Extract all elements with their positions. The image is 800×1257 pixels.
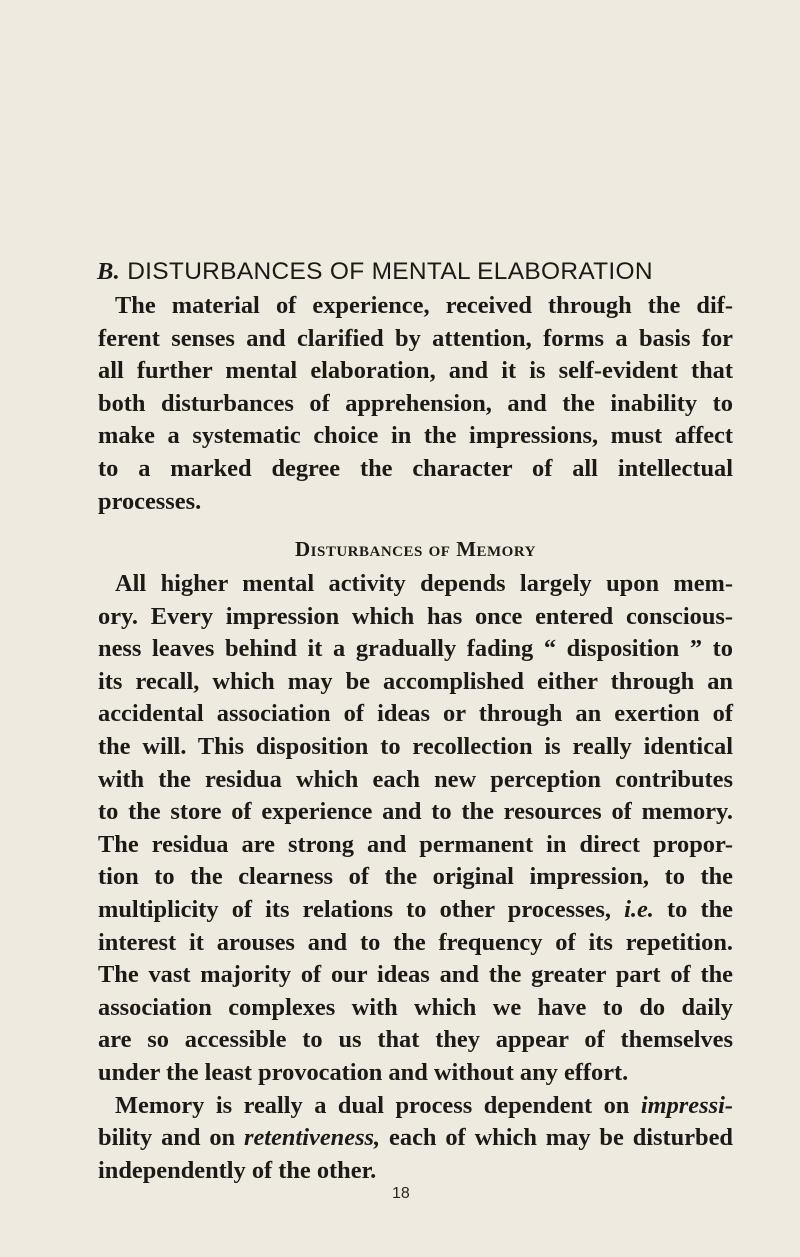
text-line: independently of the other. <box>98 1156 377 1184</box>
chapter-heading <box>97 258 737 286</box>
text-line: bility and on retentiveness, each of which may be disturbed <box>98 1124 733 1152</box>
text-line: tion to the clearness of the original impression, to the <box>98 863 733 891</box>
text-line: make a systematic choice in the impressions, must affect <box>98 422 733 450</box>
text-line: Memory is really a dual process dependent on impressi- <box>115 1091 733 1119</box>
text-line: all further mental elaboration, and it is self-evident that <box>98 357 733 385</box>
text-line: The vast majority of our ideas and the greater part of the <box>98 961 733 989</box>
text-line: ferent senses and clarified by attention, forms a basis for <box>98 324 733 352</box>
text-line: are so accessible to us that they appear of themselves <box>98 1026 733 1054</box>
print-mark <box>637 1190 640 1202</box>
text-line: multiplicity of its relations to other processes, i.e. to the <box>98 895 733 923</box>
text-line: with the residua which each new perception contributes <box>98 765 733 793</box>
text-line: interest it arouses and to the frequency of its repetition. <box>98 928 733 956</box>
text-line: association complexes with which we have to do daily <box>98 993 733 1021</box>
text-line: both disturbances of apprehension, and the inability to <box>98 389 733 417</box>
paragraph-intro <box>98 290 733 518</box>
text-line: The residua are strong and permanent in direct propor- <box>98 830 733 858</box>
text-line: processes. <box>98 487 202 515</box>
italic-term: i.e. <box>624 895 654 923</box>
text-line: ness leaves behind it a gradually fading “ disposition ” to <box>98 635 733 663</box>
chapter-title: DISTURBANCES OF MENTAL ELABORATION <box>127 258 653 285</box>
text-line: The material of experience, received through the dif- <box>115 292 733 319</box>
text-line: the will. This disposition to recollection is really identical <box>98 732 733 760</box>
page-number: 18 <box>392 1185 410 1202</box>
section-letter: B. <box>97 258 121 285</box>
text-line: to a marked degree the character of all intellectual <box>98 454 733 482</box>
text-line: accidental association of ideas or through an exertion of <box>98 700 733 728</box>
italic-term: retentiveness, <box>243 1124 381 1152</box>
subheading-memory: Disturbances of Memory <box>295 537 536 561</box>
paragraph-memory <box>98 568 733 1187</box>
italic-term: impressi- <box>640 1091 733 1119</box>
text-line: under the least provocation and without any effort. <box>98 1058 629 1086</box>
text-line: its recall, which may be accomplished either through an <box>98 667 733 695</box>
text-line: ory. Every impression which has once entered conscious- <box>98 602 733 630</box>
text-line: to the store of experience and to the resources of memory. <box>98 798 733 826</box>
text-line: All higher mental activity depends largely upon mem- <box>115 570 733 597</box>
